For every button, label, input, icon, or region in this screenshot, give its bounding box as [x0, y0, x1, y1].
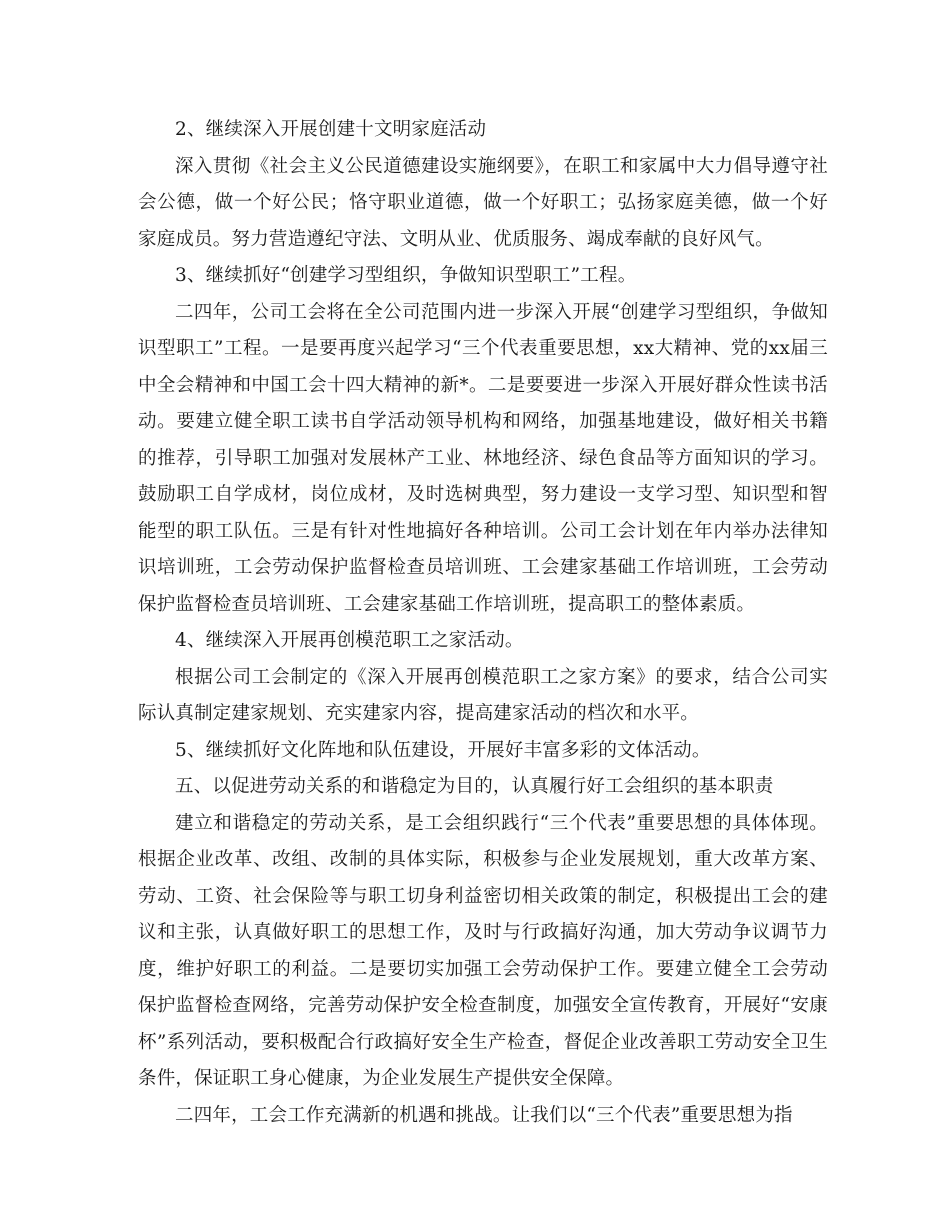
paragraph-text: 深入贯彻《社会主义公民道德建设实施纲要》，在职工和家属中大力倡导遵守社会公德，做一个好公民；恪守职业道德，做一个好职工；弘扬家庭美德，做一个好家庭成员。努力营造遵纪守法、文明从业、优质服务、竭成奉献的良好风气。	[138, 155, 828, 250]
paragraph-text: 二四年，工会工作充满新的机遇和挑战。让我们以“三个代表”重要思想为指	[175, 1104, 793, 1126]
paragraph-text: 二四年，公司工会将在全公司范围内进一步深入开展“创建学习型组织，争做知识型职工”工程。一是要再度兴起学习“三个代表重要思想，xx大精神、党的xx届三中全会精神和中国工会十四大精神的新*。二是要要进一步深入开展好群众性读书活动。要建立健全职工读书自学活动领导机构和网络，加强基地建设，做好相关书籍的推荐，引导职工加强对发展林产工业、林地经济、绿色食品等方面知识的学习。鼓励职工自学成材，岗位成材，及时选树典型，努力建设一支学习型、知识型和智能型的职工队伍。三是有针对性地搞好各种培训。公司工会计划在年内举办法律知识培训班，工会劳动保护监督检查员培训班、工会建家基础工作培训班，工会劳动保护监督检查员培训班、工会建家基础工作培训班，提高职工的整体素质。	[138, 301, 828, 615]
section-heading-5: 五、以促进劳动关系的和谐稳定为目的，认真履行好工会组织的基本职责	[175, 776, 774, 797]
paragraph-heading-5: 5、继续抓好文化阵地和队伍建设，开展好丰富多彩的文体活动。	[175, 739, 711, 761]
paragraph-text: 根据公司工会制定的《深入开展再创模范职工之家方案》的要求，结合公司实际认真制定建家规划、充实建家内容，提高建家活动的档次和水平。	[138, 666, 828, 724]
document-body	[138, 112, 828, 1134]
paragraph-heading-3: 3、继续抓好“创建学习型组织，争做知识型职工”工程。	[175, 265, 637, 286]
paragraph-heading-2: 2、继续深入开展创建十文明家庭活动	[175, 119, 487, 140]
paragraph-text: 建立和谐稳定的劳动关系，是工会组织践行“三个代表”重要思想的具体体现。根据企业改革、改组、改制的具体实际，积极参与企业发展规划，重大改革方案、劳动、工资、社会保险等与职工切身利益密切相关政策的制定，积极提出工会的建议和主张，认真做好职工的思想工作，及时与行政搞好沟通，加大劳动争议调节力度，维护好职工的利益。二是要切实加强工会劳动保护工作。要建立健全工会劳动保护监督检查网络，完善劳动保护安全检查制度，加强安全宣传教育，开展好“安康杯”系列活动，要积极配合行政搞好安全生产检查，督促企业改善职工劳动安全卫生条件，保证职工身心健康，为企业发展生产提供安全保障。	[138, 812, 828, 1089]
paragraph-heading-4: 4、继续深入开展再创模范职工之家活动。	[175, 630, 524, 651]
